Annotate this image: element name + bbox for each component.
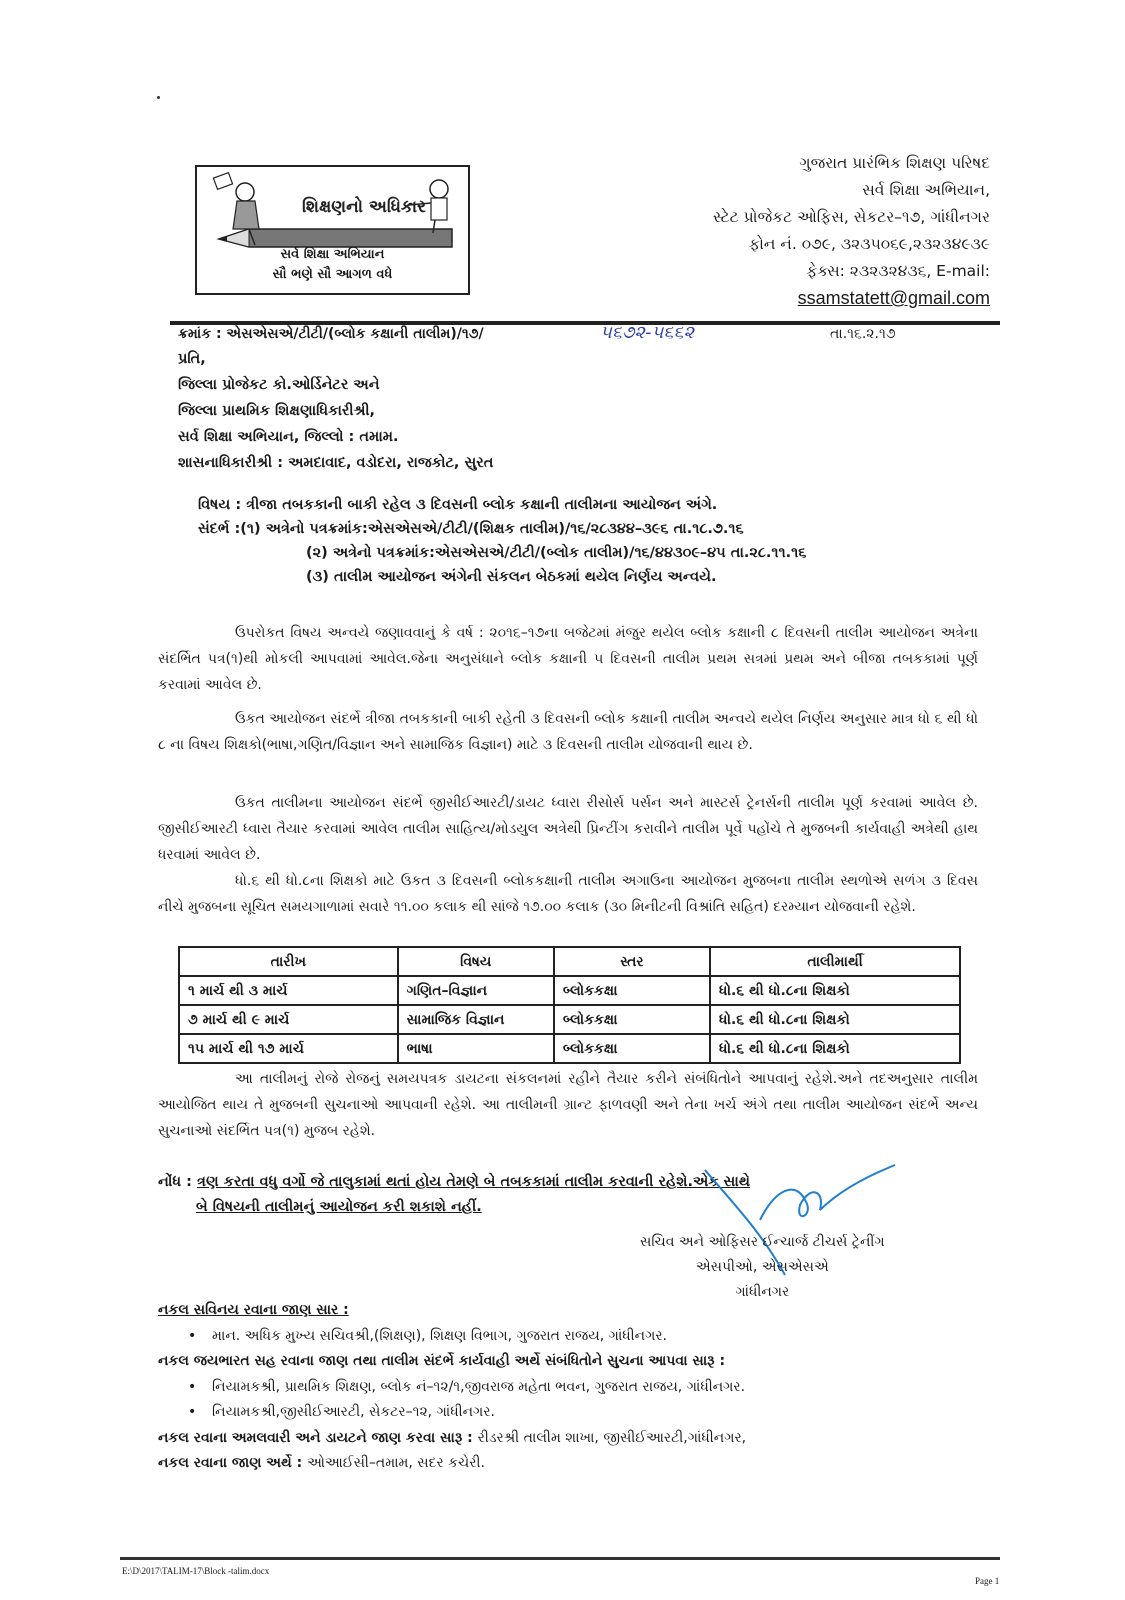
cell-date: ૧ માર્ચ થી ૩ માર્ચ: [179, 976, 398, 1005]
subject-line: વિષય : ત્રીજા તબકકાની બાકી રહેલ ૩ દિવસની બ્લોક કક્ષાની તાલીમના આયોજન અંગે.: [198, 497, 718, 513]
letter-date: તા.૧૬.૨.૧૭: [830, 326, 896, 342]
paragraph-text: ધો.૬ થી ધો.૮ના શિક્ષકો માટે ઉકત ૩ દિવસની બ્લોકકક્ષાની તાલીમ અગાઉના આયોજન મુજબના તાલીમ સ્થળોએ સળંગ ૩ દિવસ નીચે મુજબના સૂચિત સમયગાળામાં સવારે ૧૧.૦૦ કલાક થી સાંજે ૧૭.૦૦ કલાક (૩૦ મિનીટની વિશ્રાંતિ સહિત) દરમ્યાન યોજવાની રહેશે.: [158, 873, 978, 915]
table-row: [179, 1005, 960, 1034]
note-line-1: ત્રણ કરતા વધુ વર્ગો જે તાલુકામાં થતાં હોય તેમણે બે તબકકામાં તાલીમ કરવાની રહેશે.એક સાથે: [197, 1174, 750, 1190]
note-line-2: બે વિષયની તાલીમનું આયોજન કરી શકાશે નહીં.: [196, 1199, 482, 1215]
reference-2: (૨) અત્રેનો પત્રક્રમાંક:એસએસએ/ટીટી/(બ્લોક તાલીમ)/૧૬/૪૪૩૦૯–૪૫ તા.૨૮.૧૧.૧૬: [306, 545, 807, 561]
note-block: [158, 1170, 750, 1220]
body-paragraph-3: [158, 790, 978, 868]
subject-block: [198, 493, 806, 589]
org-address: સ્ટેટ પ્રોજેકટ ઓફિસ, સેકટર–૧૭, ગાંધીનગર: [712, 208, 990, 226]
header-date: તારીખ: [179, 947, 398, 976]
body-paragraph-1: [158, 620, 978, 698]
reference-3: (૩) તાલીમ આયોજન અંગેની સંકલન બેઠકમાં થયેલ નિર્ણય અન્વયે.: [306, 569, 717, 585]
paragraph-text: ઉકત તાલીમના આયોજન સંદર્ભે જીસીઈઆરટી/ડાયટ ધ્વારા રીસોર્સ પર્સન અને માસ્ટર્સ ટ્રેનર્સની તાલીમ પૂર્ણ કરવામાં આવેલ છે. જીસીઈઆરટી ધ્વારા તૈયાર કરવામાં આવેલ તાલીમ સાહિત્ય/મોડયુલ અત્રેથી પ્રિન્ટીંગ કરાવીને તાલીમ પૂર્વે પહોંચે તે મુજબની કાર્યવાહી અત્રેથી હાથ ધરવામાં આવેલ છે.: [158, 795, 978, 863]
body-paragraph-4: [158, 868, 978, 920]
reference-1: સંદર્ભ :(૧) અત્રેનો પત્રક્રમાંક:એસએસએ/ટીટી/(શિક્ષક તાલીમ)/૧૬/૨૮૩૪૪–૩૯૬ તા.૧૮.૭.૧૬: [198, 521, 744, 537]
paragraph-text: ઉકત આયોજન સંદર્ભે ત્રીજા તબકકાની બાકી રહેતી ૩ દિવસની બ્લોક કક્ષાની તાલીમ અન્વયે થયેલ નિર્ણય અનુસાર માત્ર ધો ૬ થી ધો ૮ ના વિષય શિક્ષકો(ભાષા,ગણિત/વિજ્ઞાન અને સામાજિક વિજ્ઞાન) માટે ૩ દિવસની તાલીમ યોજવાની થાય છે.: [158, 711, 978, 753]
copy-recipient: • નિયામકશ્રી, પ્રાથમિક શિક્ષણ, બ્લોક નં–૧૨/૧,જીવરાજ મહેતા ભવન, ગુજરાત રાજય, ગાંધીનગર.: [158, 1375, 746, 1401]
cell-subject: ભાષા: [398, 1034, 554, 1063]
body-paragraph-5: [158, 1066, 978, 1144]
copy-heading-2: નકલ જયભારત સહ રવાના જાણ તથા તાલીમ સંદર્ભે કાર્યવાહી અર્થે સંબંધિતોને સુચના આપવા સારૂ :: [158, 1353, 726, 1369]
copy-recipient: • માન. અધિક મુખ્ય સચિવશ્રી,(શિક્ષણ), શિક્ષણ વિભાગ, ગુજરાત રાજય, ગાંધીનગર.: [158, 1324, 746, 1350]
logo-title: શિક્ષણનો અધિકાર: [302, 197, 426, 217]
addressee-line: શાસનાધિકારીશ્રી : અમદાવાદ, વડોદરા, રાજકોટ, સુરત: [178, 455, 494, 471]
handwritten-number: ૫૬૭૨-૫૬૬૨: [600, 322, 695, 343]
cell-date: ૧૫ માર્ચ થી ૧૭ માર્ચ: [179, 1034, 398, 1063]
cell-subject: ગણિત–વિજ્ઞાન: [398, 976, 554, 1005]
copy-recipient: • નિયામકશ્રી,જીસીઈઆરટી, સેકટર–૧૨, ગાંધીનગર.: [158, 1400, 746, 1426]
copy-heading-4: નકલ રવાના જાણ અર્થે :: [158, 1455, 308, 1471]
table-header-row: [179, 947, 960, 976]
header-level: સ્તર: [554, 947, 710, 976]
table-row: [179, 976, 960, 1005]
signatory-title: સચિવ અને ઓફિસર ઈન્ચાર્જ ટીચર્સ ટ્રેનીંગ: [640, 1234, 885, 1250]
header-subject: વિષય: [398, 947, 554, 976]
reference-number: ક્રમાંક : એસએસએ/ટીટી/(બ્લોક કક્ષાની તાલીમ)/૧૭/: [178, 326, 484, 342]
cell-date: ૭ માર્ચ થી ૯ માર્ચ: [179, 1005, 398, 1034]
cell-subject: સામાજિક વિજ્ઞાન: [398, 1005, 554, 1034]
addressee-line: સર્વ શિક્ષા અભિયાન, જિલ્લો : તમામ.: [178, 429, 399, 445]
addressee-line: જિલ્લા પ્રાથમિક શિક્ષણાધિકારીશ્રી,: [178, 403, 376, 419]
org-name: ગુજરાત પ્રારંભિક શિક્ષણ પરિષદ: [799, 154, 990, 172]
body-paragraph-2: [158, 706, 978, 758]
file-path: E:\D\2017\TALIM-17\Block -talim.docx: [122, 1566, 270, 1576]
header-trainees: તાલીમાર્થી: [710, 947, 960, 976]
cell-level: બ્લોકકક્ષા: [554, 976, 710, 1005]
organization-header: [713, 150, 990, 312]
copy-recipient: રીડરશ્રી તાલીમ શાખા, જીસીઈઆરટી,ગાંધીનગર,: [477, 1429, 747, 1446]
cell-trainees: ધો.૬ થી ધો.૮ના શિક્ષકો: [710, 976, 960, 1005]
speck: [157, 96, 160, 99]
cell-trainees: ધો.૬ થી ધો.૮ના શિક્ષકો: [710, 1005, 960, 1034]
org-program: સર્વ શિક્ષા અભિયાન,: [862, 181, 990, 199]
table-row: [179, 1034, 960, 1063]
header-divider: [170, 321, 1000, 325]
copy-heading-1: નકલ સવિનય રવાના જાણ સાર :: [158, 1302, 349, 1318]
signatory-office: એસપીઓ, એસએસએ: [695, 1259, 829, 1275]
page-number: Page 1: [975, 1576, 1000, 1586]
logo-slogan-1: સર્વ શિક્ષા અભિયાન: [280, 247, 385, 262]
addressee-line: જિલ્લા પ્રોજેકટ કો.ઓર્ડિનેટર અને: [178, 377, 380, 393]
logo-slogan-2: સૌ ભણે સૌ આગળ વધે: [272, 267, 393, 282]
paragraph-text: ઉપરોકત વિષય અન્વયે જણાવવાનું કે વર્ષ : ૨૦૧૬–૧૭ના બજેટમાં મંજુર થયેલ બ્લોક કક્ષાની ૮ દિવસની તાલીમ આયોજન અત્રેના સંદર્ભિત પત્ર(૧)થી મોકલી આપવામાં આવેલ.જેના અનુસંધાને બ્લોક કક્ષાની ૫ દિવસની તાલીમ પ્રથમ સત્રમાં પ્રથમ અને બીજા તબકકામાં પૂર્ણ કરવામાં આવેલ છે.: [158, 625, 978, 693]
logo-box: [195, 165, 470, 295]
paragraph-text: આ તાલીમનું રોજે રોજનું સમયપત્રક ડાયટના સંકલનમાં રહીને તૈયાર કરીને સંબંધિતોને આપવાનું રહેશે.અને તદઅનુસાર તાલીમ આયોજિત થાય તે મુજબની સુચનાઓ આપવાની રહેશે. આ તાલીમની ગ્રાન્ટ ફાળવણી અને તેના ખર્ચ અંગે તથા તાલીમ આયોજન સંદર્ભે અન્ય સુચનાઓ સંદર્ભિત પત્ર(૧) મુજબ રહેશે.: [158, 1071, 978, 1139]
org-fax: ફેક્સ: ૨૩૨૩૨૪૩૬, E-mail:: [806, 262, 990, 280]
signatory-city: ગાંધીનગર: [735, 1284, 790, 1300]
note-label: નોંધ :: [158, 1174, 198, 1190]
signatory-block: [640, 1230, 885, 1305]
org-phone: ફોન નં. ૦૭૯, ૩૨૩૫૦૬૯,૨૩૨૩૪૯૩૯: [748, 235, 990, 253]
copies-block: [158, 1298, 746, 1477]
copy-recipient: ઓઆઈસી–તમામ, સદર કચેરી.: [307, 1455, 485, 1471]
cell-trainees: ધો.૬ થી ધો.૮ના શિક્ષકો: [710, 1034, 960, 1063]
schedule-table: [178, 946, 961, 1064]
copy-heading-3: નકલ રવાના અમલવારી અને ડાયટને જાણ કરવા સારૂ :: [158, 1429, 478, 1446]
addressee-block: [178, 346, 493, 476]
cell-level: બ્લોકકક્ષા: [554, 1005, 710, 1034]
cell-level: બ્લોકકક્ષા: [554, 1034, 710, 1063]
org-email-link[interactable]: ssamstatett@gmail.com: [797, 288, 990, 308]
footer-divider: [120, 1557, 1000, 1560]
addressee-line: પ્રતિ,: [178, 351, 206, 367]
